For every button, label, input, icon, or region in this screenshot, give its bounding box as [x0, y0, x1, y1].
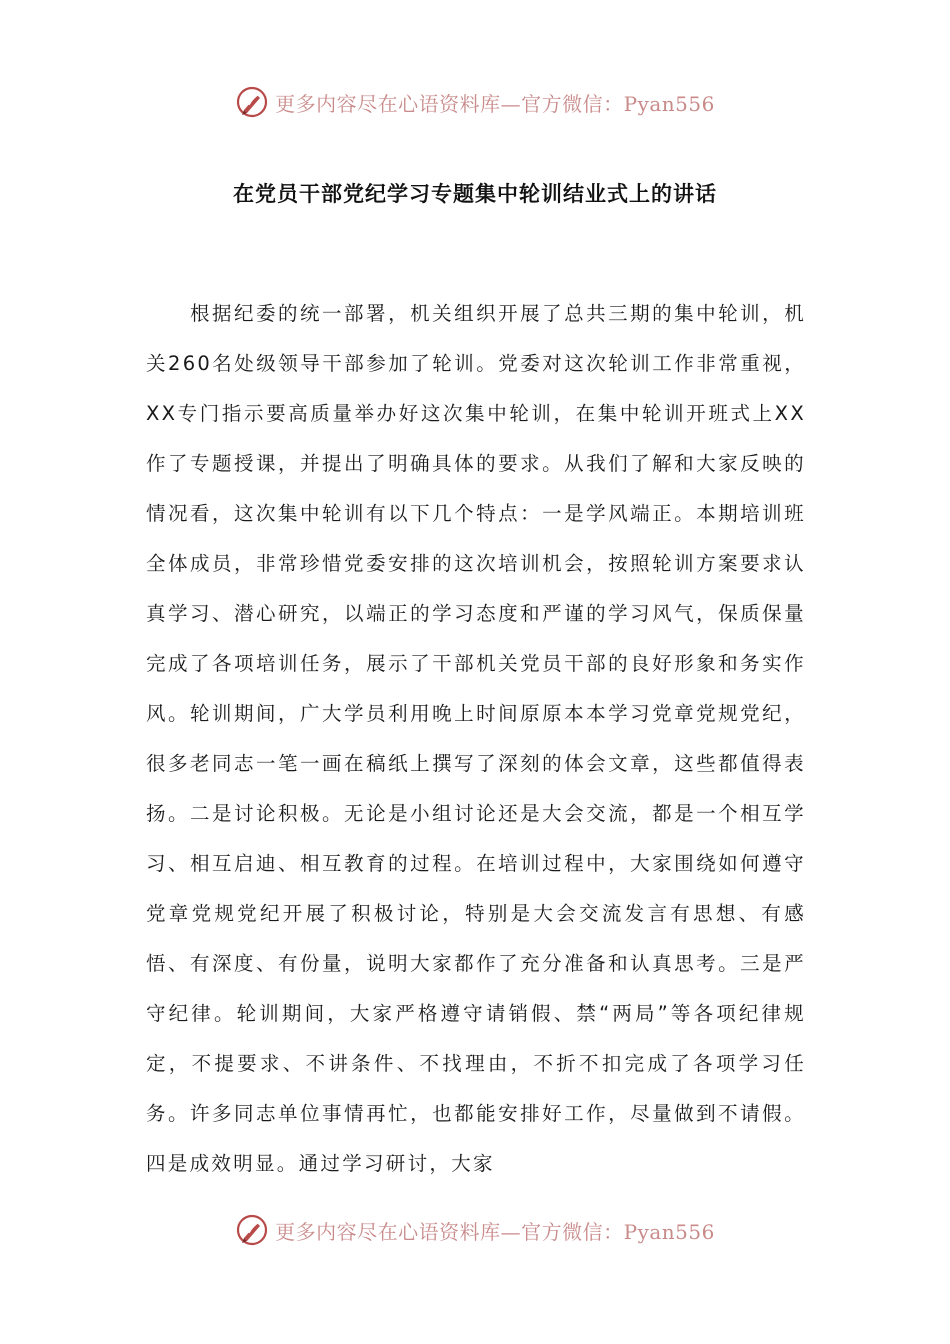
- document-title: 在党员干部党纪学习专题集中轮训结业式上的讲话: [233, 182, 717, 206]
- watermark-text: 更多内容尽在心语资料库—官方微信：Pyan556: [275, 91, 715, 116]
- body-paragraph: 根据纪委的统一部署，机关组织开展了总共三期的集中轮训，机关260名处级领导干部参加了轮训。党委对这次轮训工作非常重视，XX专门指示要高质量举办好这次集中轮训，在集中轮训开班式上XX作了专题授课，并提出了明确具体的要求。从我们了解和大家反映的情况看，这次集中轮训有以下几个特点：一是学风端正。本期培训班全体成员，非常珍惜党委安排的这次培训机会，按照轮训方案要求认真学习、潜心研究，以端正的学习态度和严谨的学习风气，保质保量完成了各项培训任务，展示了干部机关党员干部的良好形象和务实作风。轮训期间，广大学员利用晚上时间原原本本学习党章党规党纪，很多老同志一笔一画在稿纸上撰写了深刻的体会文章，这些都值得表扬。二是讨论积极。无论是小组讨论还是大会交流，都是一个相互学习、相互启迪、相互教育的过程。在培训过程中，大家围绕如何遵守党章党规党纪开展了积极讨论，特别是大会交流发言有思想、有感悟、有深度、有份量，说明大家都作了充分准备和认真思考。三是严守纪律。轮训期间，大家严格遵守请销假、禁“两局”等各项纪律规定，不提要求、不讲条件、不找理由，不折不扣完成了各项学习任务。许多同志单位事情再忙，也都能安排好工作，尽量做到不请假。四是成效明显。通过学习研讨，大家: [146, 302, 806, 1175]
- watermark-text: 更多内容尽在心语资料库—官方微信：Pyan556: [275, 1219, 715, 1244]
- watermark-banner-top: [0, 80, 950, 124]
- pen-logo-icon: [235, 1213, 269, 1247]
- pen-logo-icon: [235, 85, 269, 119]
- watermark-banner-bottom: [0, 1208, 950, 1252]
